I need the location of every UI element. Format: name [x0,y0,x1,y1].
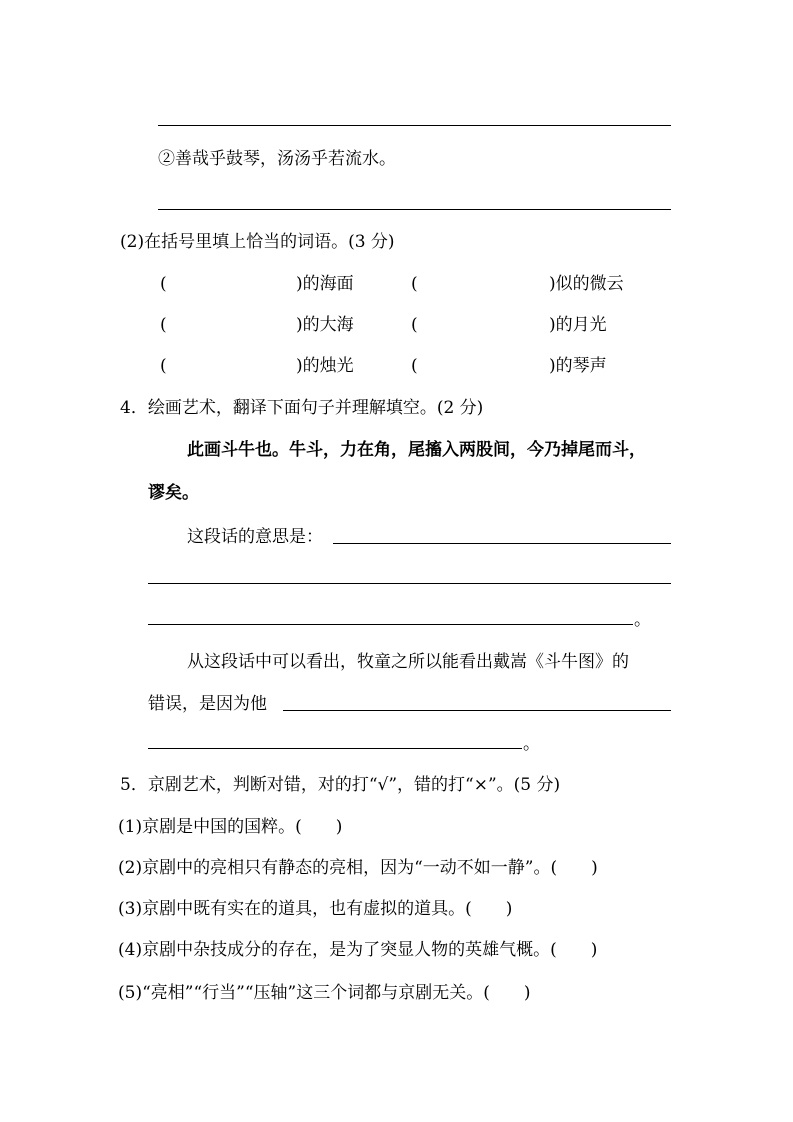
open-paren: ( [160,315,167,335]
question-title: 5．京剧艺术，判断对错，对的打“√”，错的打“×”。(5 分) [120,775,561,795]
reason-label: 错误，是因为他 [148,694,267,714]
judgement-item: (3)京剧中既有实在的道具，也有虚拟的道具。( ) [118,899,513,919]
open-paren: ( [160,356,167,376]
answer-line[interactable] [158,209,671,210]
open-paren: ( [411,274,418,294]
judgement-item: (5)“亮相”“行当”“压轴”这三个词都与京剧无关。( ) [118,983,531,1003]
fill-item: )的烛光 [296,356,354,376]
answer-line[interactable] [283,710,671,711]
end-mark: 。 [523,734,540,754]
judgement-item: (1)京剧是中国的国粹。( ) [118,817,343,837]
fill-item: )的月光 [549,315,607,335]
answer-line[interactable] [148,583,671,584]
fill-item: )的琴声 [549,356,607,376]
classical-sentence: ②善哉乎鼓琴，汤汤乎若流水。 [158,149,396,169]
end-mark: 。 [634,610,651,630]
reason-text: 从这段话中可以看出，牧童之所以能看出戴嵩《斗牛图》的 [187,652,629,672]
open-paren: ( [411,315,418,335]
meaning-label: 这段话的意思是： [187,527,323,547]
passage-line: 此画斗牛也。牛斗，力在角，尾搐入两股间，今乃掉尾而斗， [187,440,646,460]
judgement-item: (2)京剧中的亮相只有静态的亮相，因为“一动不如一静”。( ) [118,858,598,878]
open-paren: ( [411,356,418,376]
fill-item: )似的微云 [549,274,624,294]
answer-line[interactable] [148,748,522,749]
answer-line[interactable] [158,125,671,126]
judgement-item: (4)京剧中杂技成分的存在，是为了突显人物的英雄气概。( ) [118,940,598,960]
passage-line: 谬矣。 [148,483,199,503]
open-paren: ( [160,274,167,294]
fill-item: )的大海 [296,315,354,335]
question-title: 4．绘画艺术，翻译下面句子并理解填空。(2 分) [120,398,484,418]
subquestion-title: (2)在括号里填上恰当的词语。(3 分) [120,232,395,252]
fill-item: )的海面 [296,274,354,294]
answer-line[interactable] [333,543,671,544]
answer-line[interactable] [148,624,633,625]
